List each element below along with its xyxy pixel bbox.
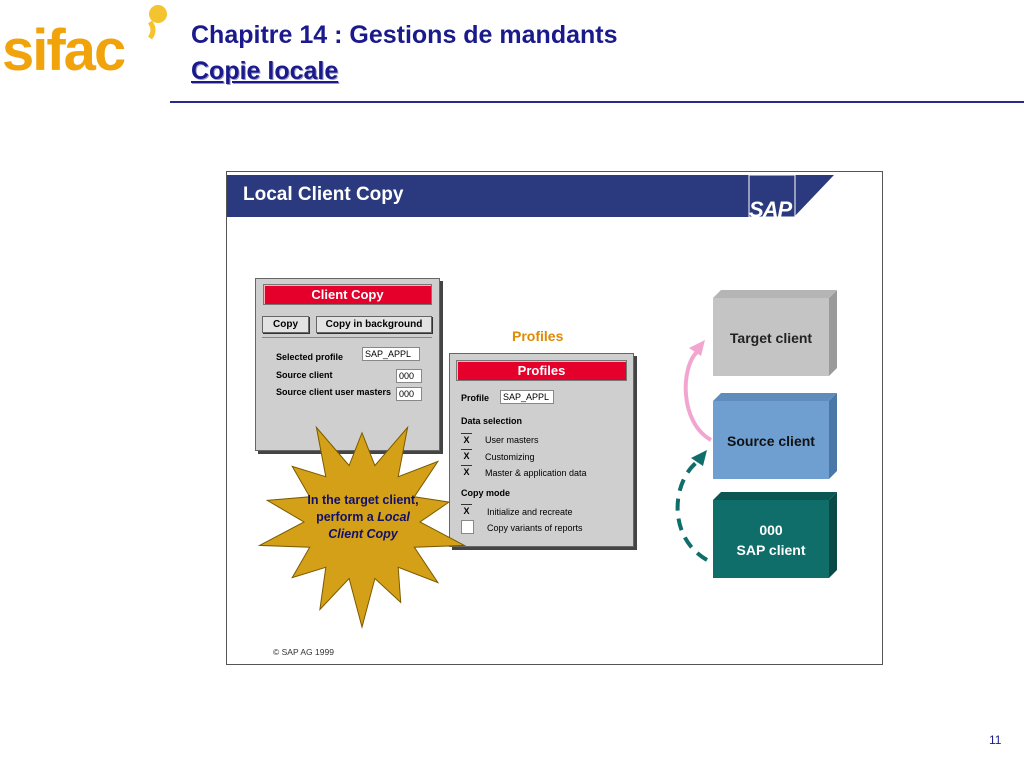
callout-line-2: perform a Local: [316, 510, 410, 524]
teal-copy-arrow: [678, 462, 707, 560]
customizing-checkbox[interactable]: X: [461, 449, 472, 462]
copy-in-background-button[interactable]: Copy in background: [316, 316, 432, 333]
user-masters-checkbox[interactable]: X: [461, 433, 472, 446]
master-app-data-option: Master & application data: [485, 468, 587, 478]
source-client-label: Source client: [276, 370, 333, 380]
callout-line-3: Client Copy: [328, 527, 398, 541]
source-client-label: Source client: [727, 433, 815, 449]
master-app-data-checkbox[interactable]: X: [461, 465, 472, 478]
source-user-masters-label: Source client user masters: [276, 387, 392, 397]
user-masters-option: User masters: [485, 435, 539, 445]
source-client-field[interactable]: 000: [396, 369, 422, 383]
profile-label: Profile: [461, 393, 490, 403]
profiles-caption: Profiles: [512, 328, 564, 344]
slide-title: Chapitre 14 : Gestions de mandants: [191, 21, 618, 49]
sap-client-number: 000: [759, 522, 783, 538]
initialize-recreate-radio[interactable]: X: [461, 504, 472, 517]
selected-profile-label: Selected profile: [276, 352, 344, 362]
callout-text: [293, 492, 433, 543]
copy-mode-label: Copy mode: [461, 488, 511, 498]
dialog-separator: [262, 337, 432, 338]
customizing-option: Customizing: [485, 452, 535, 462]
client-copy-dialog-title: Client Copy: [263, 284, 432, 305]
copy-variants-option: Copy variants of reports: [487, 523, 583, 533]
profiles-dialog-title: Profiles: [456, 360, 627, 381]
sap-client-label: SAP client: [736, 542, 806, 558]
logo-text: sifac: [2, 18, 125, 83]
profile-field[interactable]: SAP_APPL: [500, 390, 554, 404]
target-client-label: Target client: [729, 330, 813, 346]
banner-title: Local Client Copy: [243, 184, 404, 205]
pink-copy-arrow: [686, 352, 711, 440]
sap-slide-figure: [226, 171, 883, 665]
copy-button[interactable]: Copy: [262, 316, 309, 333]
sap-logo: SAP: [749, 197, 792, 222]
target-client-box: [713, 290, 837, 376]
profiles-dialog: [449, 353, 634, 547]
sap-client-box: [713, 492, 837, 578]
data-selection-label: Data selection: [461, 416, 523, 426]
copyright-text: © SAP AG 1999: [273, 647, 334, 657]
selected-profile-field[interactable]: SAP_APPL: [362, 347, 420, 361]
client-diagram: [667, 282, 867, 582]
page-number: 11: [989, 733, 1002, 747]
slide-subtitle: Copie locale: [191, 57, 339, 85]
header-divider: [170, 101, 1024, 103]
callout-line-1: In the target client,: [307, 493, 419, 507]
source-client-box: [713, 393, 837, 479]
initialize-recreate-option: Initialize and recreate: [487, 507, 573, 517]
sifac-logo: [0, 0, 180, 90]
source-user-masters-field[interactable]: 000: [396, 387, 422, 401]
